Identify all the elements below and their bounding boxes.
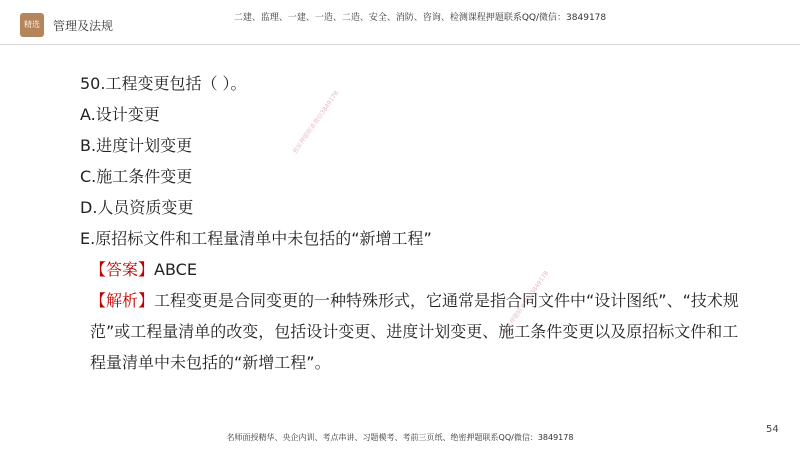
analysis-label: 【解析】 <box>90 291 155 310</box>
watermark-secondary: 独家押题联系微信3849178 <box>501 269 551 336</box>
option-e: E.原招标文件和工程量清单中未包括的“新增工程” <box>80 229 432 248</box>
watermark: 独家押题联系微信3849178 <box>291 89 341 156</box>
header-divider <box>0 44 800 45</box>
answer-value: ABCE <box>154 260 197 279</box>
option-b: B.进度计划变更 <box>80 136 193 155</box>
question-stem: 50.工程变更包括（ ）。 <box>80 74 247 93</box>
header-banner: 二建、监理、一建、一造、二造、安全、消防、咨询、检测课程押题联系QQ/微信：3849178 <box>233 13 607 23</box>
option-c: C.施工条件变更 <box>80 167 193 186</box>
analysis-paragraph <box>80 285 750 378</box>
course-title: 管理及法规 <box>53 19 114 33</box>
answer-line <box>80 254 750 285</box>
answer-label: 【答案】 <box>90 260 155 279</box>
brand-logo: 精选 <box>20 13 44 37</box>
footer-banner: 名师面授精华、央企内训、考点串讲、习题模考、考前三页纸、绝密押题联系QQ/微信：3849178 <box>226 433 574 442</box>
page-number: 54 <box>766 424 779 435</box>
option-d: D.人员资质变更 <box>80 198 194 217</box>
question-content <box>80 68 750 378</box>
analysis-text: 工程变更是合同变更的一种特殊形式，它通常是指合同文件中“设计图纸”、“技术规范”或工程量清单的改变，包括设计变更、进度计划变更、施工条件变更以及原招标文件和工程量清单中未包括的“新增工程”。 <box>90 291 739 372</box>
option-a: A.设计变更 <box>80 105 160 124</box>
